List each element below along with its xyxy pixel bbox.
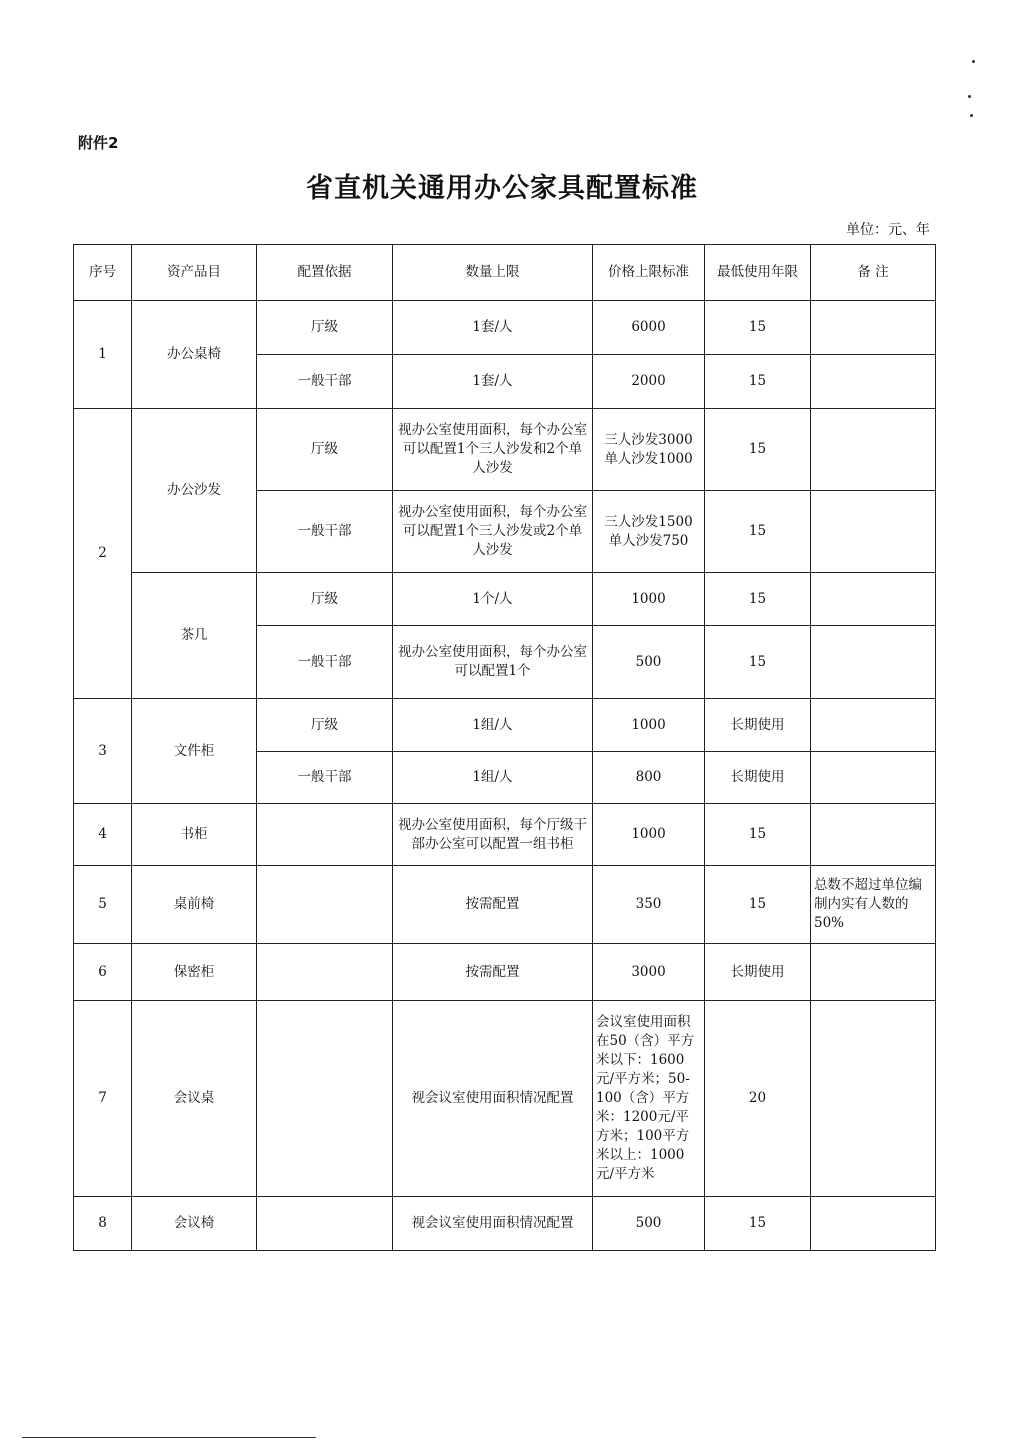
min-years: 15: [705, 626, 811, 699]
quantity-limit: 1个/人: [393, 573, 593, 626]
quantity-limit: 1组/人: [393, 699, 593, 752]
quantity-limit: 1组/人: [393, 752, 593, 804]
scan-speck: [972, 60, 975, 63]
remark: 总数不超过单位编制内实有人数的50%: [811, 866, 936, 944]
price-limit: 会议室使用面积在50（含）平方米以下：1600元/平方米；50-100（含）平方米：1200元/平方米；100平方米以上：1000元/平方米: [593, 1001, 705, 1197]
table-row: [74, 866, 936, 944]
header-cell: 价格上限标准: [593, 245, 705, 301]
price-limit: 350: [593, 866, 705, 944]
price-limit: 6000: [593, 301, 705, 355]
price-limit: 三人沙发1500 单人沙发750: [593, 491, 705, 573]
remark: [811, 752, 936, 804]
price-limit: 1000: [593, 699, 705, 752]
row-number: 8: [74, 1197, 132, 1251]
min-years: 15: [705, 804, 811, 866]
min-years: 15: [705, 355, 811, 409]
price-limit: 2000: [593, 355, 705, 409]
quantity-limit: 按需配置: [393, 944, 593, 1001]
config-basis: 厅级: [257, 409, 393, 491]
quantity-limit: 视办公室使用面积，每个办公室可以配置1个三人沙发或2个单人沙发: [393, 491, 593, 573]
row-number: 4: [74, 804, 132, 866]
config-basis: [257, 1197, 393, 1251]
header-cell: 备 注: [811, 245, 936, 301]
remark: [811, 301, 936, 355]
quantity-limit: 视办公室使用面积，每个办公室可以配置1个: [393, 626, 593, 699]
header-cell: 最低使用年限: [705, 245, 811, 301]
scan-speck: [968, 95, 971, 98]
remark: [811, 573, 936, 626]
min-years: 20: [705, 1001, 811, 1197]
header-row: [74, 245, 936, 301]
table-row: [74, 699, 936, 752]
remark: [811, 491, 936, 573]
page-title: 省直机关通用办公家具配置标准: [306, 173, 698, 204]
asset-item: 文件柜: [132, 699, 257, 804]
remark: [811, 804, 936, 866]
header-cell: 资产品目: [132, 245, 257, 301]
config-basis: 一般干部: [257, 626, 393, 699]
config-basis: 一般干部: [257, 491, 393, 573]
config-basis: 厅级: [257, 573, 393, 626]
remark: [811, 355, 936, 409]
furniture-standard-table: [73, 244, 936, 1251]
asset-item: 会议椅: [132, 1197, 257, 1251]
attachment-label: 附件2: [78, 134, 119, 152]
asset-item: 办公沙发: [132, 409, 257, 573]
price-limit: 1000: [593, 573, 705, 626]
header-cell: 数量上限: [393, 245, 593, 301]
config-basis: [257, 866, 393, 944]
remark: [811, 1001, 936, 1197]
config-basis: 一般干部: [257, 752, 393, 804]
price-limit: 三人沙发3000 单人沙发1000: [593, 409, 705, 491]
price-limit: 800: [593, 752, 705, 804]
price-limit: 500: [593, 1197, 705, 1251]
remark: [811, 699, 936, 752]
remark: [811, 1197, 936, 1251]
table-row: [74, 573, 936, 626]
row-number: 1: [74, 301, 132, 409]
config-basis: [257, 944, 393, 1001]
remark: [811, 409, 936, 491]
header-cell: 配置依据: [257, 245, 393, 301]
min-years: 长期使用: [705, 699, 811, 752]
asset-item: 书柜: [132, 804, 257, 866]
asset-item: 会议桌: [132, 1001, 257, 1197]
quantity-limit: 视会议室使用面积情况配置: [393, 1001, 593, 1197]
min-years: 15: [705, 573, 811, 626]
min-years: 长期使用: [705, 752, 811, 804]
quantity-limit: 视办公室使用面积，每个厅级干部办公室可以配置一组书柜: [393, 804, 593, 866]
price-limit: 3000: [593, 944, 705, 1001]
quantity-limit: 1套/人: [393, 301, 593, 355]
table-row: [74, 944, 936, 1001]
quantity-limit: 1套/人: [393, 355, 593, 409]
asset-item: 办公桌椅: [132, 301, 257, 409]
quantity-limit: 按需配置: [393, 866, 593, 944]
asset-item: 保密柜: [132, 944, 257, 1001]
quantity-limit: 视办公室使用面积，每个办公室可以配置1个三人沙发和2个单人沙发: [393, 409, 593, 491]
unit-note: 单位：元、年: [846, 222, 930, 238]
min-years: 15: [705, 1197, 811, 1251]
scan-speck: [970, 114, 973, 117]
table-row: [74, 1197, 936, 1251]
config-basis: [257, 1001, 393, 1197]
quantity-limit: 视会议室使用面积情况配置: [393, 1197, 593, 1251]
config-basis: 厅级: [257, 301, 393, 355]
min-years: 15: [705, 866, 811, 944]
table-row: [74, 301, 936, 355]
row-number: 5: [74, 866, 132, 944]
row-number: 3: [74, 699, 132, 804]
table-row: [74, 804, 936, 866]
remark: [811, 626, 936, 699]
asset-item: 茶几: [132, 573, 257, 699]
price-limit: 1000: [593, 804, 705, 866]
config-basis: 一般干部: [257, 355, 393, 409]
price-limit: 500: [593, 626, 705, 699]
table-row: [74, 1001, 936, 1197]
config-basis: [257, 804, 393, 866]
config-basis: 厅级: [257, 699, 393, 752]
min-years: 15: [705, 301, 811, 355]
min-years: 长期使用: [705, 944, 811, 1001]
table-row: [74, 409, 936, 491]
footnote-divider: [22, 1437, 316, 1438]
row-number: 2: [74, 409, 132, 699]
asset-item: 桌前椅: [132, 866, 257, 944]
row-number: 7: [74, 1001, 132, 1197]
row-number: 6: [74, 944, 132, 1001]
remark: [811, 944, 936, 1001]
min-years: 15: [705, 491, 811, 573]
min-years: 15: [705, 409, 811, 491]
header-cell: 序号: [74, 245, 132, 301]
